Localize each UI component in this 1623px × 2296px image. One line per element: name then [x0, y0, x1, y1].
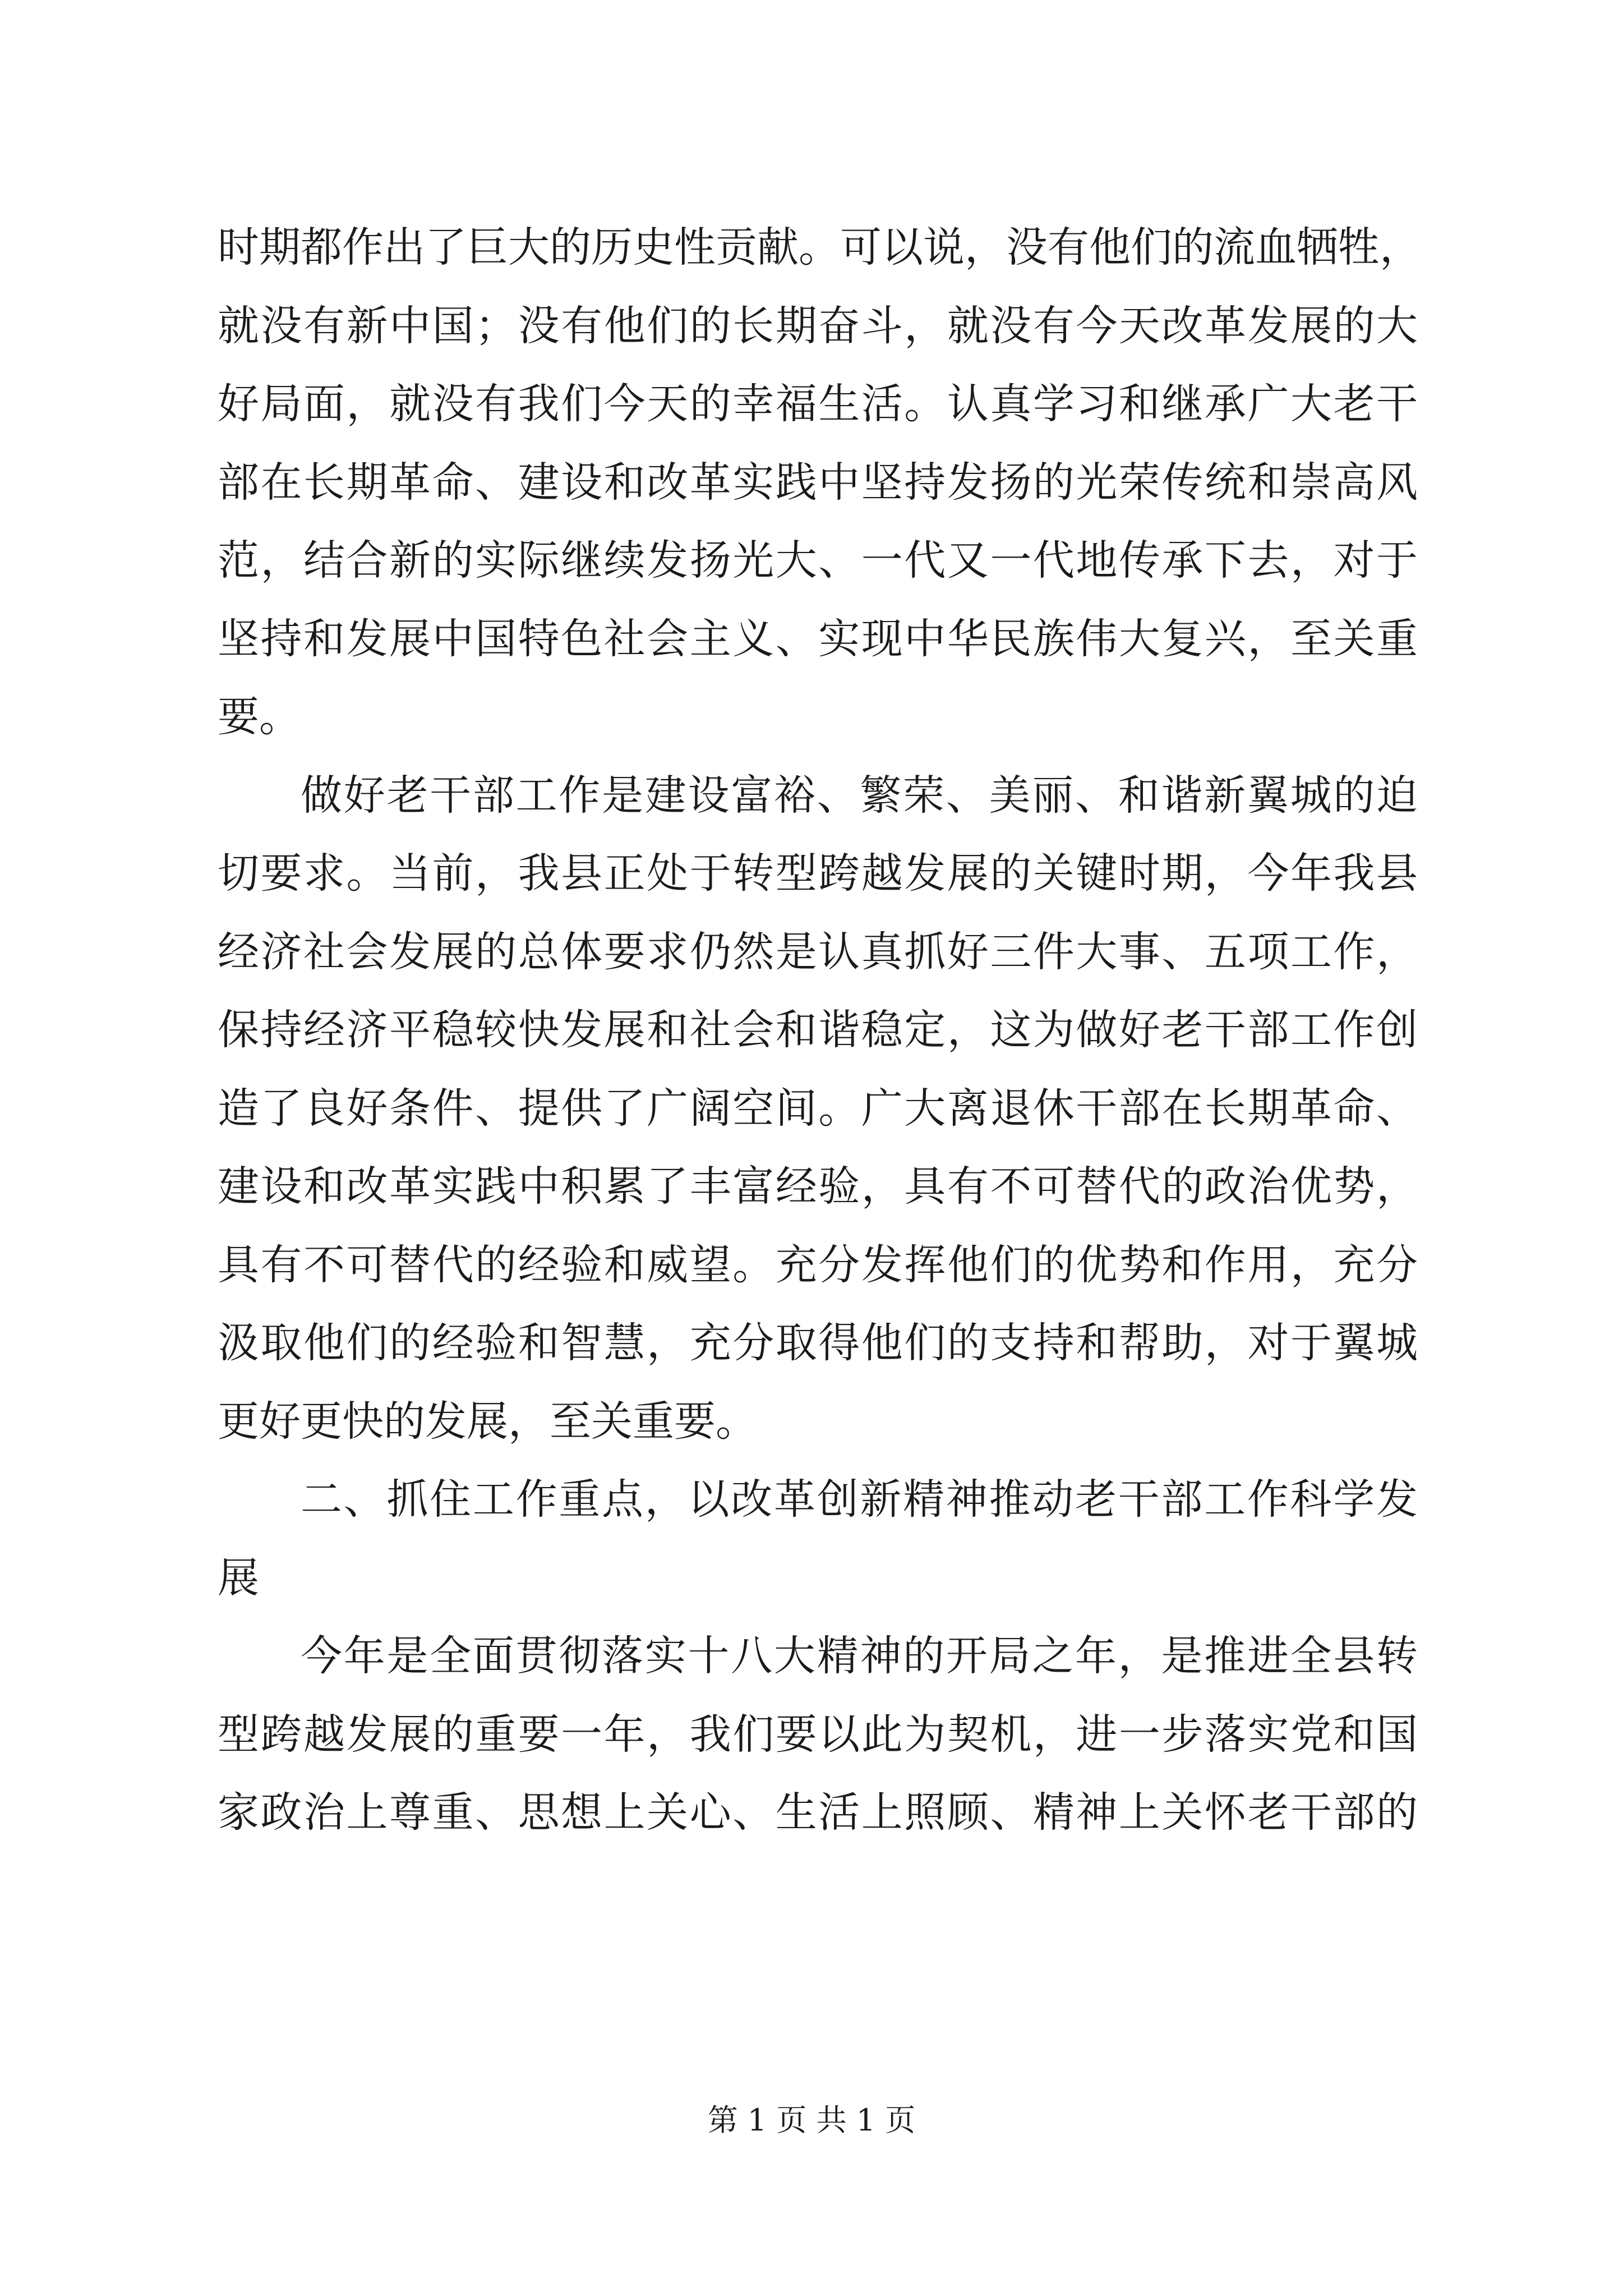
paragraph-line: 造了良好条件、提供了广阔空间。广大离退休干部在长期革命、: [218, 1084, 1418, 1133]
paragraph-line: 部在长期革命、建设和改革实践中坚持发扬的光荣传统和崇高风: [218, 458, 1418, 507]
paragraph-line: 型跨越发展的重要一年，我们要以此为契机，进一步落实党和国: [218, 1710, 1418, 1759]
paragraph-line: 范，结合新的实际继续发扬光大、一代又一代地传承下去，对于: [218, 536, 1418, 585]
paragraph-line: 做好老干部工作是建设富裕、繁荣、美丽、和谐新翼城的迫: [301, 771, 1418, 820]
paragraph-line: 就没有新中国；没有他们的长期奋斗，就没有今天改革发展的大: [218, 301, 1418, 350]
paragraph-line: 要。: [218, 693, 301, 741]
paragraph-line: 坚持和发展中国特色社会主义、实现中华民族伟大复兴，至关重: [218, 614, 1418, 663]
paragraph-line: 今年是全面贯彻落实十八大精神的开局之年，是推进全县转: [301, 1632, 1418, 1680]
paragraph-line: 具有不可替代的经验和威望。充分发挥他们的优势和作用，充分: [218, 1240, 1418, 1289]
paragraph-line: 切要求。当前，我县正处于转型跨越发展的关键时期，今年我县: [218, 849, 1418, 898]
paragraph-line: 家政治上尊重、思想上关心、生活上照顾、精神上关怀老干部的: [218, 1788, 1418, 1837]
section-heading-line: 二、抓住工作重点，以改革创新精神推动老干部工作科学发: [301, 1475, 1418, 1524]
paragraph-line: 更好更快的发展，至关重要。: [218, 1397, 757, 1446]
paragraph-line: 保持经济平稳较快发展和社会和谐稳定，这为做好老干部工作创: [218, 1006, 1418, 1054]
page-footer: [0, 2098, 1623, 2143]
paragraph-line: 时期都作出了巨大的历史性贡献。可以说，没有他们的流血牺牲，: [218, 223, 1421, 272]
paragraph-line: 汲取他们的经验和智慧，充分取得他们的支持和帮助，对于翼城: [218, 1319, 1418, 1367]
document-body: [218, 209, 1421, 1852]
paragraph-line: 经济社会发展的总体要求仍然是认真抓好三件大事、五项工作，: [218, 927, 1418, 976]
paragraph-line: 好局面，就没有我们今天的幸福生活。认真学习和继承广大老干: [218, 380, 1418, 428]
section-heading-line: 展: [218, 1553, 259, 1602]
page-number-label: 第 1 页 共 1 页: [707, 2102, 916, 2138]
paragraph-line: 建设和改革实践中积累了丰富经验，具有不可替代的政治优势，: [218, 1162, 1418, 1211]
